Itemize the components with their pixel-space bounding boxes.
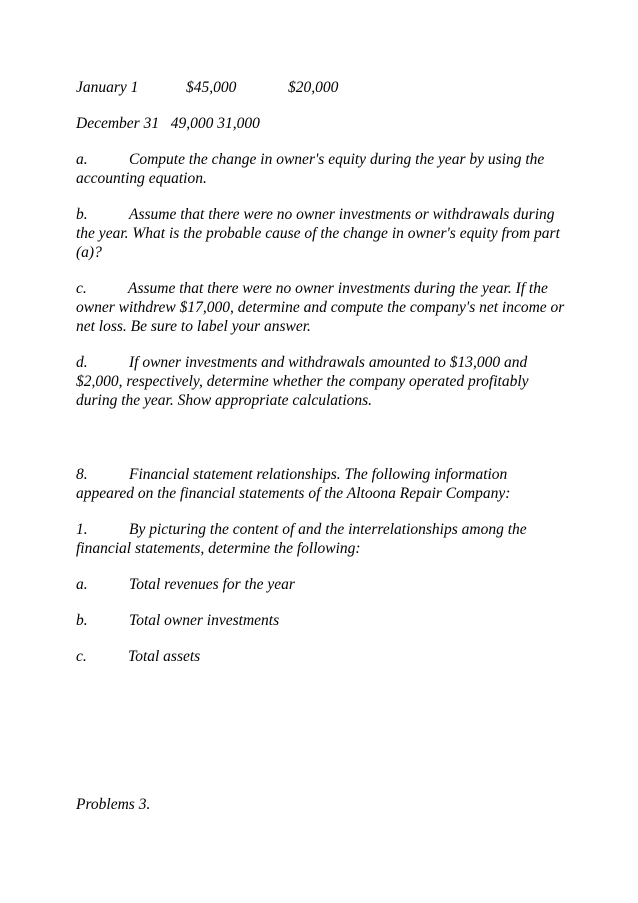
subitem-b <box>76 611 566 630</box>
december-row: December 31 49,000 31,000 <box>76 115 260 132</box>
step-1-text: By picturing the content of and the interrelationships among the financial statements, determine the following: <box>76 521 527 557</box>
item-c-marker: c. <box>76 280 87 297</box>
item-c <box>76 279 566 336</box>
step-1-marker: 1. <box>76 521 88 538</box>
footer-problems: Problems 3. <box>76 796 151 813</box>
item-a <box>76 150 566 188</box>
january-value-2: $20,000 <box>288 79 339 96</box>
january-label: January 1 <box>76 79 139 96</box>
subitem-b-text: Total owner investments <box>129 612 280 629</box>
item-b <box>76 205 566 262</box>
subitem-c-marker: c. <box>76 648 87 665</box>
section-8-marker: 8. <box>76 466 88 483</box>
subitem-b-marker: b. <box>76 612 88 629</box>
subitem-a-text: Total revenues for the year <box>129 576 295 593</box>
section-8 <box>76 465 566 503</box>
document-page <box>76 78 566 814</box>
subitem-a-marker: a. <box>76 576 88 593</box>
january-row <box>76 78 566 97</box>
item-d-marker: d. <box>76 354 88 371</box>
item-b-text: Assume that there were no owner investments or withdrawals during the year. What is the probable cause of the change in owner's equity from part (a)? <box>76 206 560 261</box>
item-a-text: Compute the change in owner's equity during the year by using the accounting equation. <box>76 151 545 187</box>
item-b-marker: b. <box>76 206 88 223</box>
subitem-c <box>76 647 566 666</box>
item-d-text: If owner investments and withdrawals amounted to $13,000 and $2,000, respectively, determine whether the company operated profitably during the year. Show appropriate calculations. <box>76 354 529 409</box>
section-8-text: Financial statement relationships. The following information appeared on the financial statements of the Altoona Repair Company: <box>76 466 511 502</box>
january-value-1: $45,000 <box>186 79 237 96</box>
item-c-text: Assume that there were no owner investments during the year. If the owner withdrew $17,000, determine and compute the company's net income or net loss. Be sure to label your answer. <box>76 280 565 335</box>
subitem-a <box>76 575 566 594</box>
step-1 <box>76 520 566 558</box>
subitem-c-text: Total assets <box>128 648 201 665</box>
item-d <box>76 353 566 410</box>
item-a-marker: a. <box>76 151 88 168</box>
